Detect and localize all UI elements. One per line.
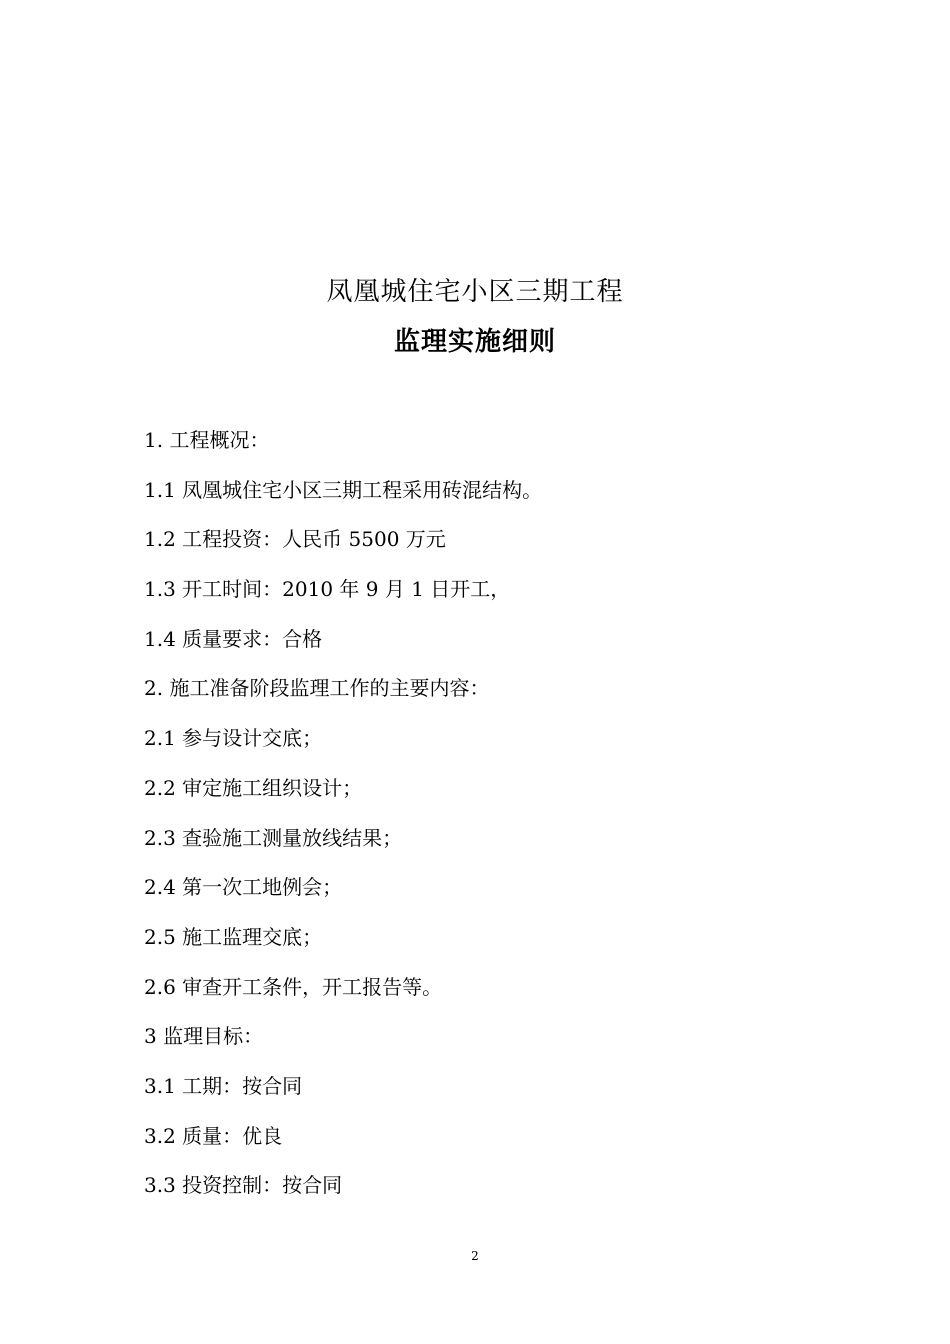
section-heading-preparation: 2. 施工准备阶段监理工作的主要内容： [144, 676, 490, 701]
list-item: 2.5 施工监理交底； [144, 924, 323, 949]
list-item: 2.1 参与设计交底； [144, 726, 323, 751]
list-item: 2.3 查验施工测量放线结果； [144, 825, 403, 850]
list-item: 1.2 工程投资：人民币 5500 万元 [144, 527, 446, 552]
list-item: 2.2 审定施工组织设计； [144, 775, 363, 800]
list-item: 2.6 审查开工条件，开工报告等。 [144, 974, 443, 999]
list-item: 2.4 第一次工地例会； [144, 875, 343, 900]
list-item: 1.1 凤凰城住宅小区三期工程采用砖混结构。 [144, 477, 543, 502]
list-item: 3.1 工期：按合同 [144, 1073, 303, 1098]
section-heading-objectives: 3 监理目标： [144, 1024, 264, 1049]
document-title: 凤凰城住宅小区三期工程 [326, 277, 624, 307]
document-body [144, 424, 844, 1219]
page-number: 2 [471, 1249, 479, 1263]
list-item: 1.4 质量要求：合格 [144, 626, 323, 651]
list-item: 1.3 开工时间：2010 年 9 月 1 日开工， [144, 577, 511, 602]
list-item: 3.2 质量：优良 [144, 1123, 283, 1148]
section-heading-overview: 1. 工程概况： [144, 428, 270, 452]
document-subtitle: 监理实施细则 [393, 327, 556, 357]
list-item: 3.3 投资控制：按合同 [144, 1173, 343, 1198]
